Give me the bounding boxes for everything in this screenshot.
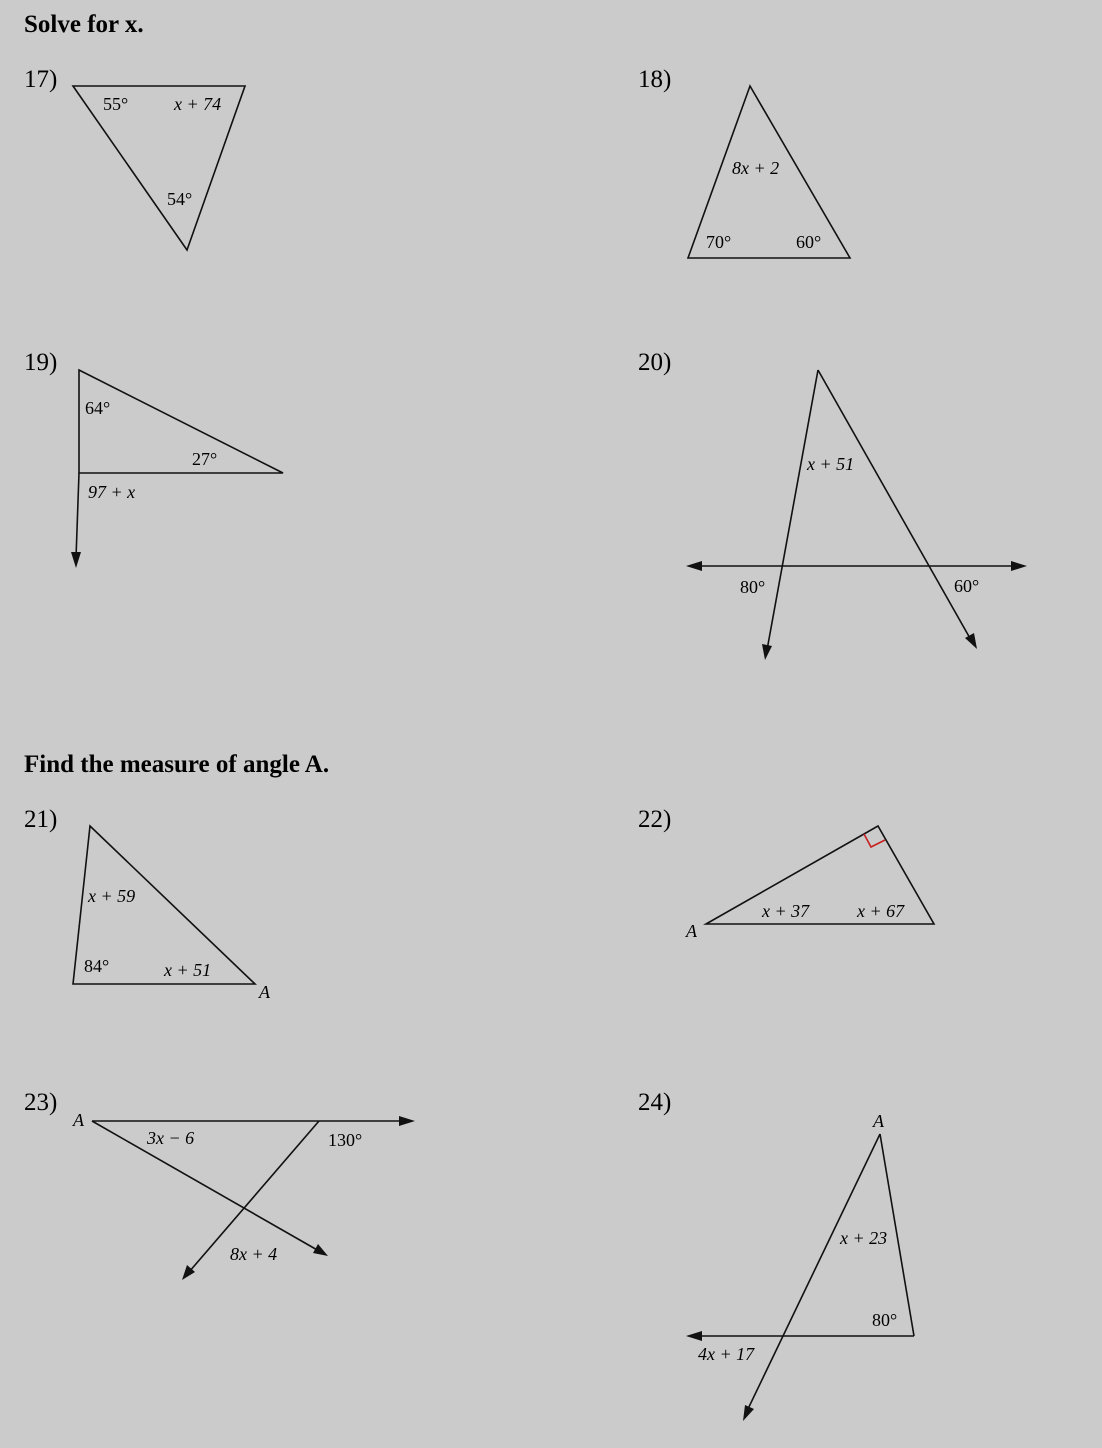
problem-21: [24, 806, 271, 1002]
arrowhead: [71, 552, 81, 568]
vertex-label: A: [73, 1110, 84, 1130]
angle-label: x + 23: [840, 1228, 888, 1248]
angle-label: 70°: [706, 232, 732, 252]
arrowhead: [743, 1405, 754, 1421]
angle-label: 3x − 6: [147, 1128, 195, 1148]
arrowhead: [1011, 561, 1027, 571]
problem-number: 22): [638, 806, 672, 833]
problem-20: [638, 349, 1027, 660]
problem-number: 24): [638, 1089, 672, 1116]
angle-label: x + 74: [174, 94, 222, 114]
problem-18: [638, 66, 850, 258]
angle-label: 80°: [740, 577, 766, 597]
angle-label: x + 59: [88, 886, 136, 906]
arrowhead: [686, 561, 702, 571]
triangle: [79, 370, 283, 473]
problem-23: [24, 1089, 415, 1280]
angle-label: 130°: [328, 1130, 363, 1150]
angle-label: 55°: [103, 94, 129, 114]
angle-label: x + 67: [857, 901, 905, 921]
right-angle-mark: [864, 834, 885, 847]
arrowhead: [965, 633, 977, 649]
find-angle-a-heading: Find the measure of angle A.: [24, 751, 330, 778]
vertex-label: A: [873, 1111, 884, 1131]
angle-label: x + 37: [762, 901, 810, 921]
transversal-left: [767, 370, 818, 650]
problem-24: [638, 1089, 914, 1421]
angle-label: 80°: [872, 1310, 898, 1330]
problem-number: 20): [638, 349, 672, 376]
angle-label: 27°: [192, 449, 218, 469]
arrowhead: [313, 1244, 328, 1256]
angle-label: 64°: [85, 398, 111, 418]
solve-for-x-heading: Solve for x.: [24, 11, 144, 38]
angle-label: x + 51: [164, 960, 212, 980]
angle-label: 54°: [167, 189, 193, 209]
vertex-label: A: [686, 921, 697, 941]
arrowhead: [686, 1331, 702, 1341]
problem-number: 23): [24, 1089, 58, 1116]
angle-label: 4x + 17: [698, 1344, 755, 1364]
extended-side: [76, 473, 79, 558]
problem-22: [638, 806, 934, 941]
arrowhead: [762, 644, 772, 660]
angle-label: 84°: [84, 956, 110, 976]
angle-label: x + 51: [807, 454, 855, 474]
problem-number: 21): [24, 806, 58, 833]
problem-19: [24, 349, 283, 568]
angle-label: 60°: [954, 576, 980, 596]
problem-17: [24, 66, 245, 250]
angle-label: 8x + 2: [732, 158, 780, 178]
angle-label: 60°: [796, 232, 822, 252]
problem-number: 19): [24, 349, 58, 376]
transversal-line: [747, 1134, 880, 1411]
transversal-right: [818, 370, 971, 640]
problem-number: 17): [24, 66, 58, 93]
angle-label: 8x + 4: [230, 1244, 278, 1264]
arrowhead: [399, 1116, 415, 1126]
diagonal-line: [92, 1121, 319, 1251]
vertex-label: A: [259, 982, 270, 1002]
problem-number: 18): [638, 66, 672, 93]
angle-label: 97 + x: [88, 482, 136, 502]
